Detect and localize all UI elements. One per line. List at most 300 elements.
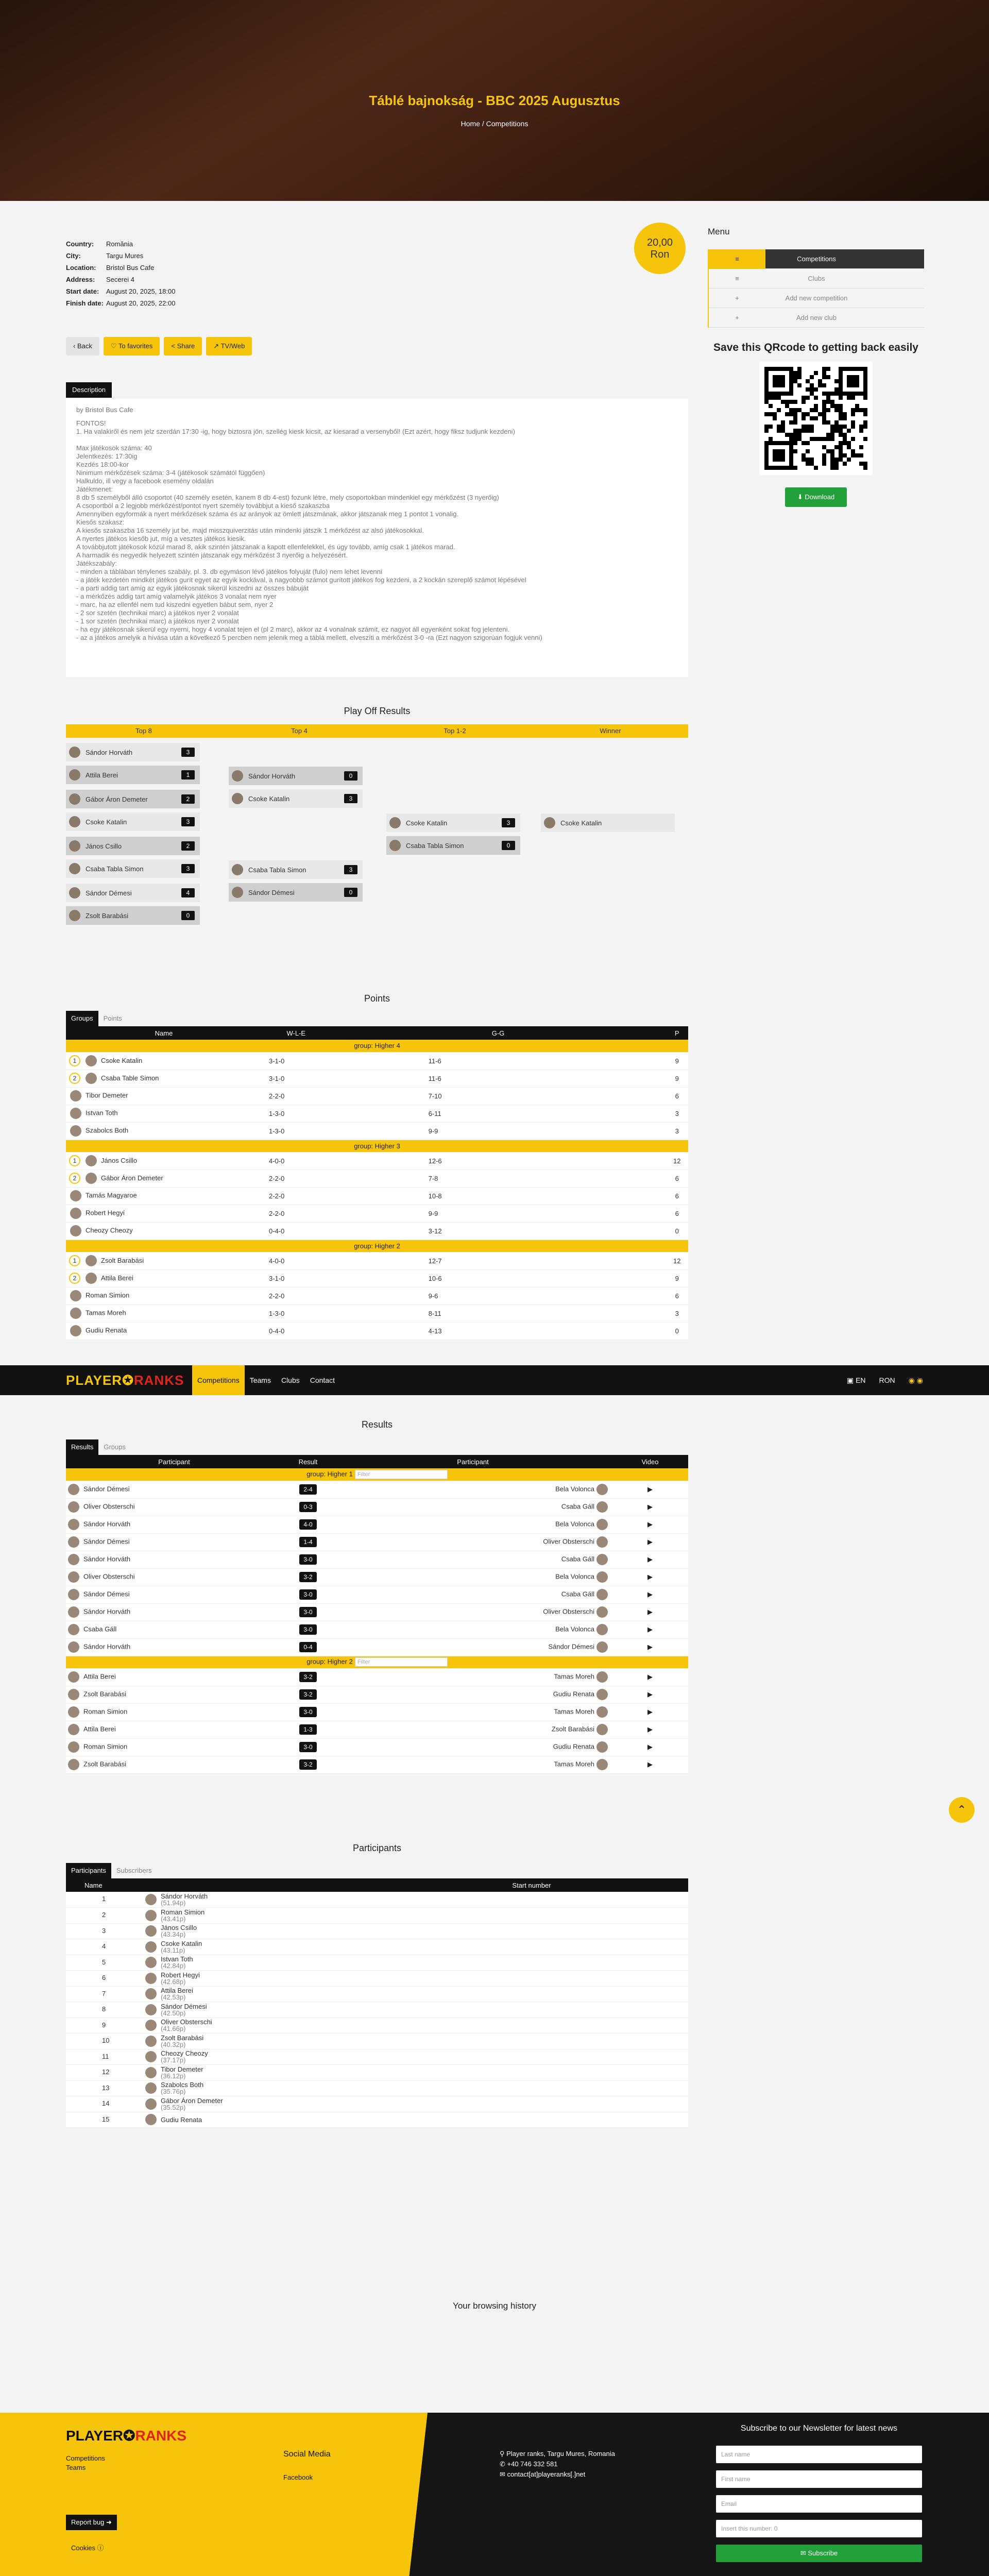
participant-a: [66, 1738, 282, 1756]
participant-cell: [66, 2049, 688, 2065]
nav-link-teams[interactable]: Teams: [249, 1376, 271, 1384]
playoff-bracket: [66, 724, 688, 948]
gg-cell: 3-12: [331, 1222, 666, 1240]
player-name: Tamas Moreh: [554, 1707, 594, 1716]
bracket-match: [66, 884, 200, 929]
participant-a: [66, 1703, 282, 1721]
nav-link-contact[interactable]: Contact: [310, 1376, 335, 1384]
participant-row[interactable]: [66, 2002, 688, 2018]
participant-a: [66, 1498, 282, 1516]
player-name: Cheozy Cheozy: [86, 1226, 133, 1234]
result-score: 3-2: [299, 1759, 317, 1770]
participant-cell: [66, 2080, 688, 2096]
participant-cell: [66, 1908, 688, 1924]
result-score: 1-3: [299, 1724, 317, 1735]
player-name: Bela Volonca: [555, 1572, 594, 1581]
result-row[interactable]: [66, 1686, 688, 1703]
participant-a: [66, 1568, 282, 1586]
avatar: [69, 816, 80, 827]
bracket-player[interactable]: [229, 767, 363, 785]
result-row[interactable]: [66, 1621, 688, 1638]
result-row[interactable]: [66, 1603, 688, 1621]
video-icon[interactable]: ▶︎: [647, 1625, 653, 1633]
player-name: Csaba Gáll: [83, 1625, 117, 1633]
video-icon[interactable]: ▶︎: [647, 1503, 653, 1511]
participant-info: [161, 2097, 223, 2111]
wle-cell: 2-2-0: [262, 1170, 331, 1187]
player-score: 0: [181, 911, 195, 920]
player-name: Gudiu Renata: [553, 1742, 594, 1751]
player-name: Gábor Áron Demeter: [86, 795, 148, 803]
player-name: Tibor Demeter: [86, 1091, 128, 1099]
bracket-player[interactable]: [66, 812, 200, 831]
tab-results[interactable]: Results: [66, 1439, 98, 1455]
result-row[interactable]: [66, 1481, 688, 1498]
gg-cell: 8-11: [331, 1304, 666, 1322]
report-bug-button[interactable]: Report bug ➜: [66, 2515, 117, 2530]
video-icon[interactable]: ▶︎: [647, 1520, 653, 1528]
tab-points[interactable]: Points: [103, 1014, 122, 1022]
participant-number: 9: [102, 2021, 106, 2029]
points-cell: 6: [666, 1205, 688, 1222]
bracket-player[interactable]: [66, 837, 200, 855]
player-name: Roman Simion: [83, 1707, 128, 1716]
info-value: Bristol Bus Cafe: [106, 264, 155, 272]
points-cell: 9: [666, 1070, 688, 1087]
tab-participants[interactable]: Participants: [66, 1863, 111, 1878]
participant-b: [334, 1498, 612, 1516]
participant-row[interactable]: [66, 2018, 688, 2033]
table-row[interactable]: [66, 1105, 688, 1122]
avatar: [145, 2004, 157, 2015]
participant-info: [161, 1940, 202, 1954]
participant-name: Zsolt Barabási: [161, 2033, 204, 2042]
result-row[interactable]: [66, 1533, 688, 1551]
wle-cell: 3-1-0: [262, 1269, 331, 1287]
video-cell: [612, 1638, 688, 1656]
bracket-player[interactable]: [66, 884, 200, 902]
footer-links: [66, 2454, 105, 2472]
avatar: [389, 840, 401, 851]
winner-player[interactable]: [541, 814, 675, 832]
footer: [0, 2413, 989, 2576]
history-title: Your browsing history: [453, 2301, 536, 2311]
description-text: FONTOS! 1. Ha valakiről és nem jelz szerdán 17:30 -ig, hogy biztosra jön, szellég kiesk kicsit, az kiesarad a versenyből! (Ezt azért, hogy fiksz tudjunk kezdeni) Max játékosok száma: 40 Jelentkezés: 17:30ig Kezdés 18:00-kor Ninimum mérkőzések száma: 3-4 (játékosok számától függően) Halkuldo, ill vegy a facebook esemény oldalán Játékmenet: 8 db 5 személyből álló csoportot (40 személy esetén, kanem 8 db 4-est) fozunk létre, mely csoportokban mindenkiel egy mérkőzést (3 nyerőig) A csoportból a 2 legjobb mérkőzést/pontot nyert személy továbbjut a kieső szakaszba Amennyiben egyformák a nyert mérkőzések száma és az arányok az ömlett játszmának, akkor játszanak meg 1 pontot 1 vonalig. Kiesős szakasz: A kiesős szakaszba 16 személy jut be, majd misszquiverzitás után mindenki játszik 1 mérkőzést az alsó játékosokkal. A nyertes játékos kiesőb jut, míg a vesztes játékos kiesik. A továbbjutott játékosok közül marad 8, akik szintén játszanak a kapott ellenfelekkel, és úgy tovább, amíg csak 1 játékos marad. A harmadik és negyedik helyezett szintén játszanak egy mérkőzést 3 nyerőig a helyezésért. Játékszabály: - minden a táblában ténylenes szabály, pl. 3. db egymáson lévő játékos folyuját (fulo) nem lehet levenni - a játék kezdetén mindkét játékos gurít egyet az egyik kockával, a nagyobbb számot gurított játékos fog kezdeni, a 2 kockán szereplő számot lépésével - a parti addig tart amíg az egyik játékosnak sikerül kiszedni az összes bábuját - a mérkőzés addig tart amíg valamelyik játékos 3 vonalat nem nyer - marc, ha az ellenfél nem tud kiszedni egyetlen bábut sem, nyer 2 - 2 sor szetén (technikai marc) a játékos nyer 2 vonalat - 1 sor szetén (technikai marc) a játékos nyer 2 vonalat - ha egy játékosnak sikerül egy nyerni, hogy 4 vonalat tejen el (pl 2 marc), akkor az 4 vonalnak számít, ez nagyot áll egyenként sokat fog jelenteni. - az a játékos amelyik a hívása után a következő 5 percben nem jelenik meg a táblá mellett, elveszíti a mérkőzést 3-0 -ra (Ezt nagyon szigorúan fogjuk venni): [76, 419, 542, 641]
avatar: [70, 1090, 81, 1101]
group-row: [66, 1468, 688, 1481]
participant-row[interactable]: [66, 2112, 688, 2128]
back-button[interactable]: ‹ Back: [66, 337, 99, 355]
bracket-player[interactable]: [229, 883, 363, 902]
player-name: János Csillo: [101, 1156, 138, 1164]
avatar: [68, 1536, 79, 1548]
avatar: [544, 817, 555, 828]
participant-b: [334, 1721, 612, 1738]
scroll-top-button[interactable]: ⌃: [949, 1797, 975, 1823]
participant-a: [66, 1516, 282, 1533]
player-name: Csoke Katalin: [248, 794, 290, 803]
result-row[interactable]: [66, 1586, 688, 1603]
participant-number: 6: [102, 1974, 106, 1982]
video-icon[interactable]: ▶︎: [647, 1608, 653, 1616]
social-title: Social Media: [283, 2450, 331, 2459]
result-cell: [282, 1721, 334, 1738]
participant-b: [334, 1668, 612, 1686]
participant-score: (41.66p): [161, 2025, 186, 2033]
result-row[interactable]: [66, 1703, 688, 1721]
bracket-player[interactable]: [386, 814, 520, 832]
table-header: P: [666, 1026, 688, 1040]
player-name: Bela Volonca: [555, 1485, 594, 1493]
table-row[interactable]: [66, 1205, 688, 1222]
participant-b: [334, 1756, 612, 1773]
participant-b: [334, 1686, 612, 1703]
points-cell: 9: [666, 1052, 688, 1070]
participant-row[interactable]: [66, 2080, 688, 2096]
player-score: 1: [181, 770, 195, 779]
avatar: [70, 1125, 81, 1137]
table-header: Name: [66, 1878, 375, 1892]
result-row[interactable]: [66, 1638, 688, 1656]
participant-row[interactable]: [66, 1939, 688, 1955]
wle-cell: 0-4-0: [262, 1322, 331, 1340]
avatar: [68, 1641, 79, 1653]
newsletter-field-0[interactable]: Last name: [716, 2446, 922, 2463]
avatar: [145, 1925, 157, 1937]
newsletter-field-1[interactable]: First name: [716, 2470, 922, 2488]
facebook-link[interactable]: Facebook: [283, 2473, 313, 2481]
result-row[interactable]: [66, 1568, 688, 1586]
video-cell: [612, 1533, 688, 1551]
participant-a: [66, 1551, 282, 1568]
participant-row[interactable]: [66, 2096, 688, 2112]
footer-link-competitions[interactable]: Competitions: [66, 2454, 105, 2462]
video-cell: [612, 1586, 688, 1603]
participant-score: (37.17p): [161, 2056, 186, 2064]
footer-logo[interactable]: PLAYER✪RANKS: [66, 2428, 187, 2444]
player-name: Csaba Tabla Simon: [406, 841, 464, 850]
results-title: Results: [361, 1419, 393, 1430]
result-row[interactable]: [66, 1721, 688, 1738]
participant-row[interactable]: [66, 1908, 688, 1924]
footer-link-teams[interactable]: Teams: [66, 2464, 86, 2471]
nav-link-clubs[interactable]: Clubs: [281, 1376, 300, 1384]
participant-a: [66, 1721, 282, 1738]
avatar: [69, 793, 80, 805]
result-score: 3-2: [299, 1572, 317, 1582]
avatar: [69, 747, 80, 758]
video-icon[interactable]: ▶︎: [647, 1673, 653, 1681]
nav-links: [192, 1365, 340, 1395]
player-name: Roman Simion: [83, 1742, 128, 1751]
bracket-player[interactable]: [66, 906, 200, 925]
table-row[interactable]: [66, 1222, 688, 1240]
participant-row[interactable]: [66, 2065, 688, 2081]
participant-info: [161, 2003, 207, 2016]
gg-cell: 11-6: [331, 1070, 666, 1087]
result-score: 3-0: [299, 1554, 317, 1565]
player-name: Gudiu Renata: [86, 1326, 127, 1334]
bracket-player[interactable]: [66, 766, 200, 784]
table-row[interactable]: [66, 1122, 688, 1140]
avatar: [145, 2067, 157, 2078]
participant-number: 8: [102, 2005, 106, 2013]
site-logo[interactable]: PLAYER✪RANKS: [66, 1372, 184, 1388]
avatar: [145, 1988, 157, 1999]
video-icon[interactable]: ▶︎: [647, 1760, 653, 1768]
avatar: [70, 1325, 81, 1336]
player-cell: [66, 1222, 262, 1240]
user-icon[interactable]: ◉ ◉: [908, 1376, 923, 1384]
video-cell: [612, 1516, 688, 1533]
tab-groups[interactable]: Groups: [104, 1443, 126, 1451]
participant-b: [334, 1621, 612, 1638]
info-row: [66, 238, 175, 250]
result-row[interactable]: [66, 1668, 688, 1686]
participant-cell: [66, 1986, 688, 2002]
avatar: [70, 1190, 81, 1201]
points-cell: 0: [666, 1322, 688, 1340]
table-row[interactable]: [66, 1087, 688, 1105]
video-icon[interactable]: ▶︎: [647, 1708, 653, 1716]
player-score: 3: [344, 865, 357, 874]
newsletter-field-3[interactable]: Insert this number: 0: [716, 2520, 922, 2537]
avatar: [145, 1941, 157, 1953]
description-author: by Bristol Bus Cafe: [76, 406, 133, 414]
participant-cell: [66, 2112, 688, 2128]
participant-name: Gudiu Renata: [161, 2115, 202, 2124]
avatar: [596, 1519, 608, 1530]
video-cell: [612, 1603, 688, 1621]
avatar: [68, 1519, 79, 1530]
participant-row[interactable]: [66, 1971, 688, 1987]
bracket-player[interactable]: [386, 836, 520, 855]
table-row[interactable]: [66, 1252, 688, 1269]
player-name: Sándor Démesi: [86, 889, 132, 897]
participant-row[interactable]: [66, 1986, 688, 2002]
participant-number: 5: [102, 1958, 106, 1966]
player-score: 0: [344, 888, 357, 897]
table-row[interactable]: [66, 1152, 688, 1170]
participant-row[interactable]: [66, 2033, 688, 2049]
table-row[interactable]: [66, 1269, 688, 1287]
participant-a: [66, 1621, 282, 1638]
participant-b: [334, 1568, 612, 1586]
participant-number: 3: [102, 1926, 106, 1935]
cookies-button[interactable]: Cookies ⓘ: [71, 2544, 104, 2552]
participants-table: [66, 1878, 688, 2128]
tvweb-button[interactable]: ↗ TV/Web: [206, 337, 252, 355]
player-name: Oliver Obsterschi: [83, 1502, 135, 1511]
player-name: Csaba Tabla Simon: [86, 865, 144, 873]
result-row[interactable]: [66, 1551, 688, 1568]
group-row: [66, 1140, 688, 1152]
video-icon[interactable]: ▶︎: [647, 1643, 653, 1651]
player-cell: [66, 1122, 262, 1140]
player-score: 3: [181, 864, 195, 873]
gg-cell: 6-11: [331, 1105, 666, 1122]
table-row[interactable]: [66, 1070, 688, 1087]
qr-code: [759, 362, 873, 475]
download-button[interactable]: ⬇ Download: [785, 487, 847, 507]
player-name: Zsolt Barabási: [86, 911, 129, 920]
video-cell: [612, 1498, 688, 1516]
player-name: Sándor Horváth: [86, 748, 133, 756]
player-cell: [66, 1205, 262, 1222]
table-row[interactable]: [66, 1322, 688, 1340]
results-section: [66, 1419, 688, 1774]
player-cell: [66, 1170, 262, 1187]
result-row[interactable]: [66, 1498, 688, 1516]
breadcrumb[interactable]: Home / Competitions: [461, 120, 528, 128]
participant-name: Cheozy Cheozy: [161, 2049, 208, 2058]
table-header: Participant: [66, 1455, 282, 1468]
page-title: Táblé bajnokság - BBC 2025 Augusztus: [369, 93, 620, 108]
player-name: Oliver Obsterschi: [543, 1607, 594, 1616]
hero-banner: [0, 0, 989, 201]
avatar: [86, 1155, 97, 1166]
gg-cell: 7-10: [331, 1087, 666, 1105]
table-row[interactable]: [66, 1287, 688, 1304]
newsletter-form: [716, 2424, 922, 2562]
video-icon[interactable]: ▶︎: [647, 1573, 653, 1581]
participant-info: [161, 2035, 203, 2048]
player-name: Sándor Horváth: [83, 1520, 131, 1528]
avatar: [70, 1225, 81, 1236]
result-row[interactable]: [66, 1756, 688, 1773]
wle-cell: 2-2-0: [262, 1187, 331, 1205]
avatar: [68, 1624, 79, 1635]
video-icon[interactable]: ▶︎: [647, 1590, 653, 1598]
participant-name: Roman Simion: [161, 1908, 205, 1916]
currency-selector[interactable]: RON: [879, 1376, 895, 1384]
sidebar-item-clubs[interactable]: [709, 269, 924, 289]
player-name: Attila Berei: [86, 771, 118, 779]
participant-a: [66, 1638, 282, 1656]
participant-score: (42.68p): [161, 1977, 186, 1986]
participant-number: 1: [102, 1895, 106, 1903]
player-cell: [66, 1322, 262, 1340]
bracket-player[interactable]: [66, 790, 200, 808]
participant-row[interactable]: [66, 2049, 688, 2065]
participant-info: [161, 1956, 193, 1969]
result-score: 4-0: [299, 1519, 317, 1530]
participant-cell: [66, 2018, 688, 2033]
table-row[interactable]: [66, 1187, 688, 1205]
video-icon[interactable]: ▶︎: [647, 1725, 653, 1733]
avatar: [69, 910, 80, 921]
points-cell: 12: [666, 1252, 688, 1269]
group-filter-input[interactable]: Filter: [355, 1657, 448, 1667]
result-row[interactable]: [66, 1738, 688, 1756]
video-icon[interactable]: ▶︎: [647, 1743, 653, 1751]
info-row: [66, 285, 175, 297]
player-name: Tamas Moreh: [86, 1309, 126, 1317]
video-icon[interactable]: ▶︎: [647, 1555, 653, 1563]
participant-info: [161, 1924, 197, 1938]
avatar: [68, 1759, 79, 1770]
wle-cell: 2-2-0: [262, 1287, 331, 1304]
table-row[interactable]: [66, 1304, 688, 1322]
player-name: Tamas Moreh: [554, 1672, 594, 1681]
tab-description[interactable]: Description: [66, 382, 112, 398]
bracket-player[interactable]: [229, 789, 363, 808]
participant-number: 7: [102, 1989, 106, 1997]
avatar: [232, 770, 243, 782]
table-row[interactable]: [66, 1170, 688, 1187]
result-row[interactable]: [66, 1516, 688, 1533]
group-row: [66, 1040, 688, 1052]
avatar: [68, 1554, 79, 1565]
info-value: Targu Mures: [106, 252, 144, 260]
avatar: [145, 1894, 157, 1905]
video-cell: [612, 1738, 688, 1756]
points-cell: 9: [666, 1269, 688, 1287]
tab-groups[interactable]: Groups: [66, 1011, 98, 1026]
language-selector[interactable]: ▣ EN: [846, 1376, 866, 1384]
video-icon[interactable]: ▶︎: [647, 1538, 653, 1546]
avatar: [145, 2036, 157, 2047]
sidebar-item-label: Competitions: [797, 255, 836, 263]
video-icon[interactable]: ▶︎: [647, 1485, 653, 1493]
email-text: ✉ contact[at]playeranks[.]net: [500, 2470, 586, 2478]
result-cell: [282, 1481, 334, 1498]
bracket-player[interactable]: [66, 743, 200, 761]
participant-number: 13: [102, 2083, 110, 2092]
table-row[interactable]: [66, 1052, 688, 1070]
participant-info: [161, 2019, 212, 2032]
participant-info: [161, 2116, 202, 2123]
video-cell: [612, 1551, 688, 1568]
player-name: Csaba Gáll: [561, 1502, 594, 1511]
participant-score: (36.12p): [161, 2072, 186, 2080]
participant-row[interactable]: [66, 1923, 688, 1939]
player-name: Sándor Horváth: [83, 1555, 131, 1563]
video-icon[interactable]: ▶︎: [647, 1690, 653, 1698]
player-name: Zsolt Barabási: [551, 1725, 594, 1733]
sidebar-item-add-new-club[interactable]: [709, 308, 924, 328]
sidebar-item-competitions[interactable]: [709, 249, 924, 269]
player-cell: [66, 1070, 262, 1087]
avatar: [596, 1606, 608, 1618]
player-score: 3: [181, 817, 195, 826]
share-button[interactable]: < Share: [164, 337, 202, 355]
sidebar-item-add-new-competition[interactable]: [709, 289, 924, 308]
nav-link-competitions[interactable]: Competitions: [192, 1365, 245, 1395]
sidebar-item-label: Add new competition: [785, 294, 848, 302]
avatar: [596, 1706, 608, 1718]
participant-a: [66, 1756, 282, 1773]
participant-row[interactable]: [66, 1955, 688, 1971]
info-label: Location:: [66, 264, 96, 272]
table-header: Start number: [375, 1878, 688, 1892]
newsletter-field-2[interactable]: Email: [716, 2495, 922, 2513]
participant-cell: [66, 1923, 688, 1939]
address-text: ⚲ Player ranks, Targu Mures, Romania: [500, 2450, 615, 2458]
player-name: Sándor Horváth: [83, 1607, 131, 1616]
bracket-player[interactable]: [229, 860, 363, 879]
subscribe-button[interactable]: ✉ Subscribe: [716, 2545, 922, 2562]
bracket-match: [66, 790, 200, 835]
bracket-player[interactable]: [66, 859, 200, 878]
tab-subscribers[interactable]: Subscribers: [116, 1867, 152, 1874]
avatar: [596, 1484, 608, 1495]
group-filter-input[interactable]: Filter: [355, 1470, 448, 1479]
favorites-button[interactable]: ♡ To favorites: [104, 337, 160, 355]
participant-row[interactable]: [66, 1892, 688, 1908]
info-value: August 20, 2025, 18:00: [106, 287, 176, 295]
avatar: [68, 1724, 79, 1735]
